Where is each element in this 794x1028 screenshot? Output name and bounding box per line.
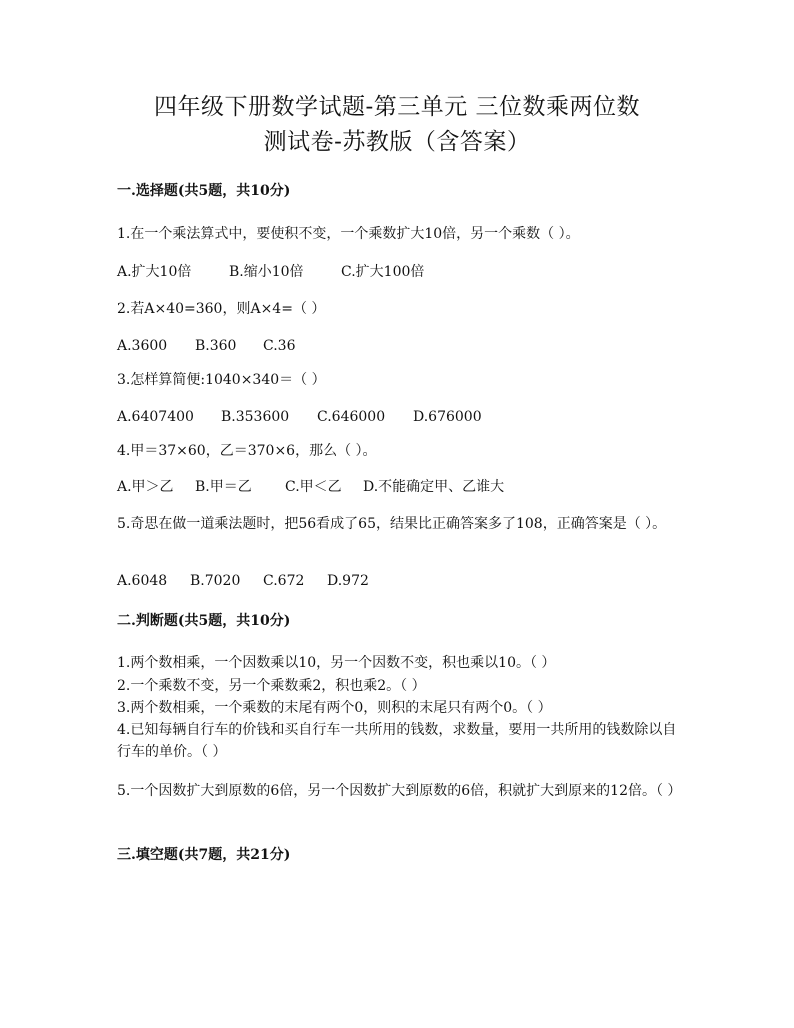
choice-q4-option-c: C.甲＜乙 xyxy=(285,479,342,495)
section-heading-judge: 二.判断题(共5题，共10分) xyxy=(117,613,291,629)
choice-q3-option-d: D.676000 xyxy=(413,409,482,425)
choice-q3-option-c: C.646000 xyxy=(317,409,386,425)
choice-q4-option-b: B.甲＝乙 xyxy=(195,479,252,495)
document-title-line-1: 四年级下册数学试题-第三单元 三位数乘两位数 xyxy=(153,94,641,120)
choice-q5-stem: 5.奇思在做一道乘法题时，把56看成了65，结果比正确答案多了108，正确答案是（ ）。 xyxy=(117,516,667,532)
document-title-line-2: 测试卷-苏教版（含答案） xyxy=(263,129,531,155)
choice-q2-stem: 2.若A×40=360，则A×4=（ ） xyxy=(117,301,326,317)
judge-q4: 4.已知每辆自行车的价钱和买自行车一共所用的钱数，求数量，要用一共所用的钱数除以自行车的单价。（ ） xyxy=(117,722,677,760)
choice-q1-option-c: C.扩大100倍 xyxy=(341,264,425,280)
choice-q2-option-a: A.3600 xyxy=(117,338,168,354)
judge-q5: 5.一个因数扩大到原数的6倍，另一个因数扩大到原数的6倍，积就扩大到原来的12倍。（ ） xyxy=(117,783,682,799)
judge-q2: 2.一个乘数不变，另一个乘数乘2，积也乘2。（ ） xyxy=(117,678,426,694)
choice-q4-stem: 4.甲＝37×60，乙＝370×6，那么（ ）。 xyxy=(117,443,377,459)
choice-q3-options xyxy=(117,407,482,427)
choice-q1-stem: 1.在一个乘法算式中，要使积不变，一个乘数扩大10倍，另一个乘数（ ）。 xyxy=(117,226,580,242)
choice-q4-option-d: D.不能确定甲、乙谁大 xyxy=(363,479,505,495)
choice-q5-options xyxy=(117,571,369,591)
choice-q3-stem: 3.怎样算简便:1040×340＝（ ） xyxy=(117,372,326,388)
judge-q3: 3.两个数相乘，一个乘数的末尾有两个0，则积的末尾只有两个0。（ ） xyxy=(117,700,552,716)
choice-q4-option-a: A.甲＞乙 xyxy=(117,479,174,495)
choice-q5-option-c: C.672 xyxy=(263,573,305,589)
choice-q2-option-c: C.36 xyxy=(263,338,296,354)
choice-q4-options xyxy=(117,477,504,497)
section-heading-choice: 一.选择题(共5题，共10分) xyxy=(117,183,291,199)
choice-q1-option-a: A.扩大10倍 xyxy=(117,264,192,280)
judge-q1: 1.两个数相乘，一个因数乘以10，另一个因数不变，积也乘以10。（ ） xyxy=(117,655,556,671)
choice-q2-option-b: B.360 xyxy=(195,338,237,354)
choice-q1-option-b: B.缩小10倍 xyxy=(229,264,304,280)
choice-q2-options xyxy=(117,336,295,356)
choice-q3-option-b: B.353600 xyxy=(221,409,290,425)
choice-q3-option-a: A.6407400 xyxy=(117,409,194,425)
choice-q5-option-a: A.6048 xyxy=(117,573,168,589)
section-heading-fill: 三.填空题(共7题，共21分) xyxy=(117,847,291,863)
choice-q5-option-b: B.7020 xyxy=(190,573,241,589)
choice-q5-option-d: D.972 xyxy=(327,573,369,589)
choice-q1-options xyxy=(117,262,424,282)
